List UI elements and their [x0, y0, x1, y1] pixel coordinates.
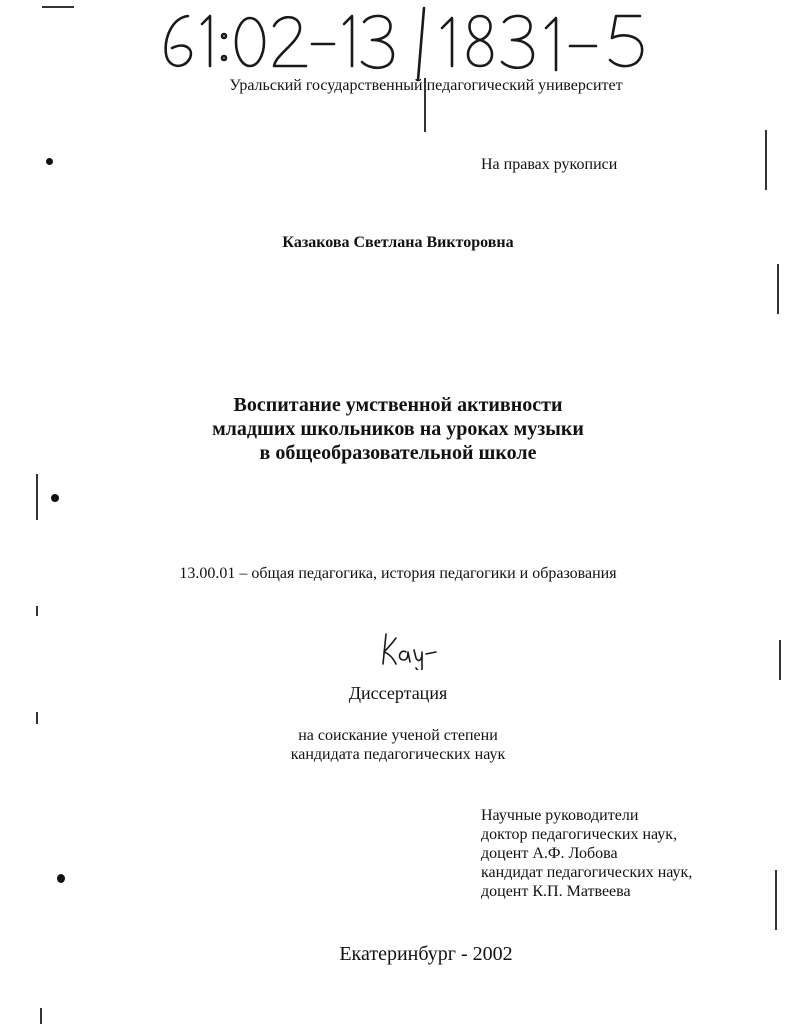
- title-line-3: в общеобразовательной школе: [259, 442, 537, 464]
- advisors-block: [481, 806, 692, 901]
- scan-dot: [46, 158, 53, 165]
- city-year: Екатеринбург - 2002: [339, 943, 513, 965]
- scan-edge-mark: [779, 640, 781, 680]
- dissertation-title: [0, 393, 796, 465]
- advisor-line: доцент А.Ф. Лобова: [481, 845, 618, 862]
- handwritten-archive-number: [150, 2, 670, 82]
- scan-dot: [57, 874, 65, 883]
- title-line-2: младших школьников на уроках музыки: [212, 418, 584, 440]
- degree-statement: [0, 726, 796, 764]
- scan-dot: [51, 494, 59, 502]
- scan-edge-mark: [775, 870, 777, 930]
- degree-line-1: на соискание ученой степени: [298, 727, 498, 744]
- signature-mark: [380, 630, 440, 670]
- scan-edge-mark: [36, 606, 38, 616]
- scan-edge-mark: [36, 712, 38, 724]
- university-name: Уральский государственный педагогический университет: [229, 77, 623, 94]
- scan-edge-mark: [777, 264, 779, 314]
- advisor-line: доктор педагогических наук,: [481, 826, 678, 843]
- advisors-heading: Научные руководители: [481, 807, 639, 824]
- scan-edge-mark: [42, 6, 74, 8]
- advisor-line: кандидат педагогических наук,: [481, 864, 693, 881]
- scan-edge-mark: [765, 130, 767, 190]
- rights-notice: На правах рукописи: [481, 156, 618, 173]
- advisor-line: доцент К.П. Матвеева: [481, 883, 631, 900]
- author-name: Казакова Светлана Викторовна: [282, 234, 514, 251]
- scan-edge-mark: [36, 474, 38, 520]
- title-line-1: Воспитание умственной активности: [233, 394, 563, 416]
- degree-line-2: кандидата педагогических наук: [290, 746, 506, 763]
- specialty-code: 13.00.01 – общая педагогика, история педагогики и образования: [179, 565, 617, 582]
- scan-edge-mark: [40, 1008, 42, 1024]
- document-type: Диссертация: [348, 683, 448, 703]
